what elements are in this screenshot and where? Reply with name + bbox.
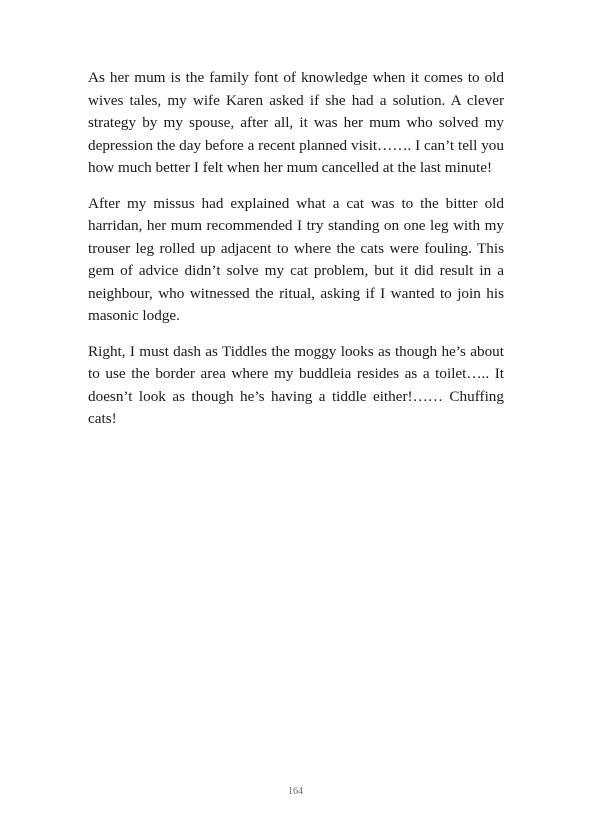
paragraph-1: As her mum is the family font of knowledge when it comes to old wives tales, my wife Karen asked if she had a solution. A clever strategy by my spouse, after all, it was her mum who solved my depression the day before a recent planned visit……. I can’t tell you how much better I felt when her mum cancelled at the last minute! — [88, 69, 504, 176]
paragraph-3: Right, I must dash as Tiddles the moggy looks as though he’s about to use the border area where my buddleia resides as a toilet….. It doesn’t look as though he’s having a tiddle either!…… Chuffing cats! — [88, 342, 504, 427]
paragraph-2: After my missus had explained what a cat was to the bitter old harridan, her mum recommended I try standing on one leg with my trouser leg rolled up adjacent to where the cats were fouling. This gem of advice didn’t solve my cat problem, but it did result in a neighbour, who witnessed the ritual, asking if I wanted to join his masonic lodge. — [88, 194, 504, 324]
page-number: 164 — [288, 786, 303, 797]
body-text — [88, 67, 504, 444]
